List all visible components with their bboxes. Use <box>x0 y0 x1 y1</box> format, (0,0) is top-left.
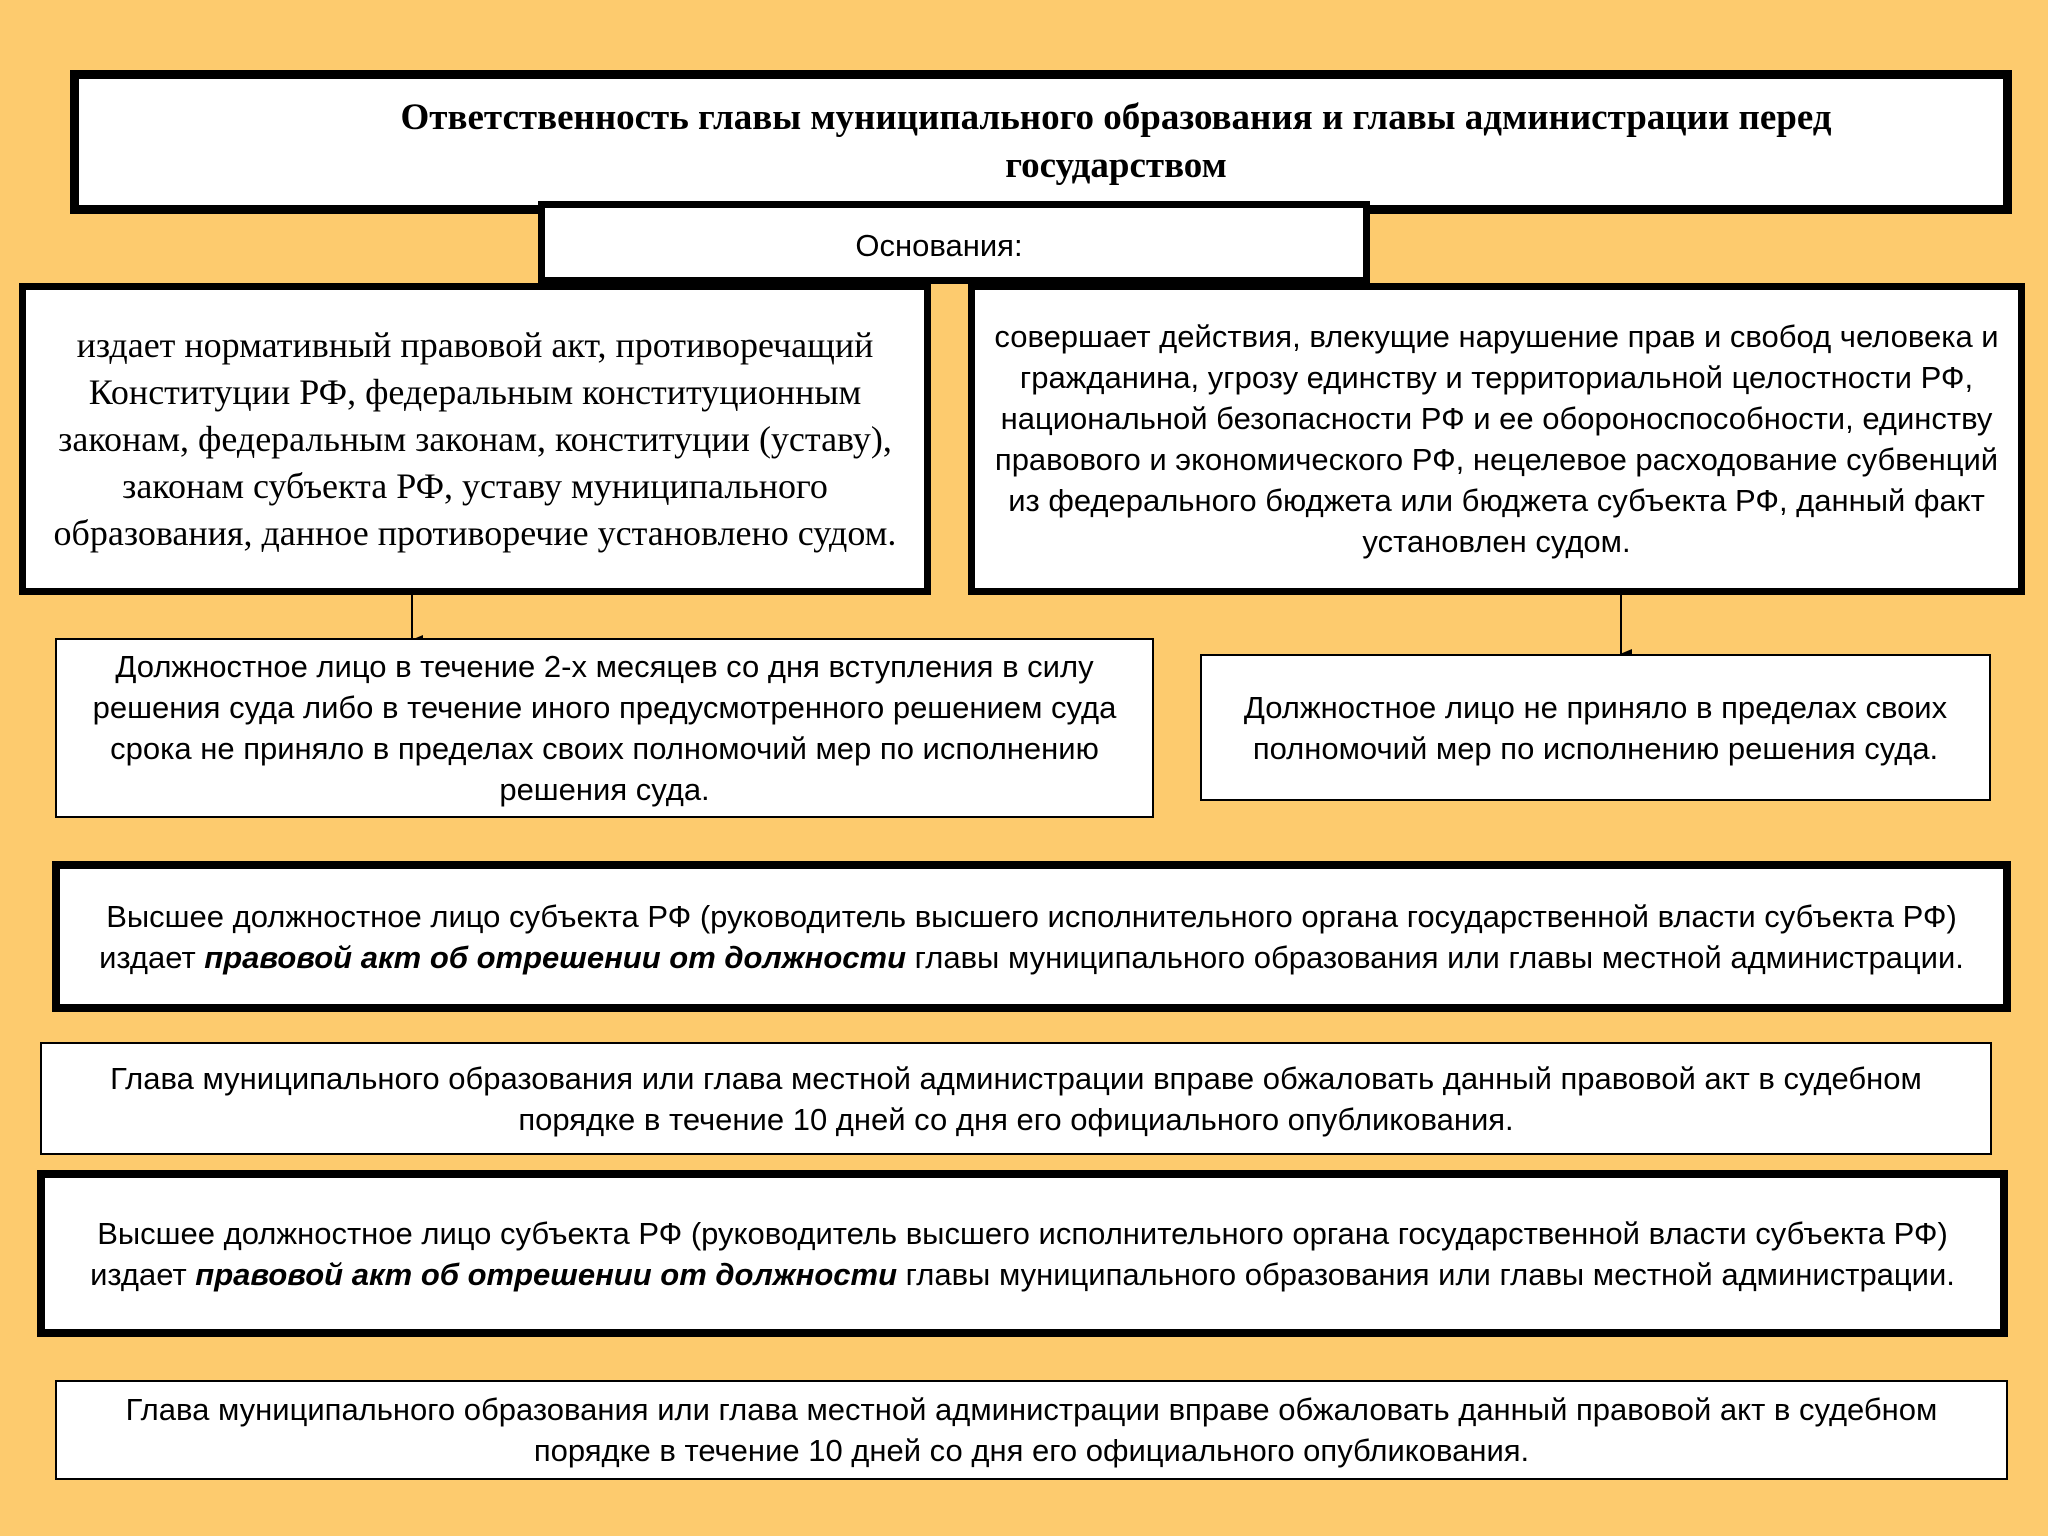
condition-box-right <box>1200 654 1991 801</box>
ground-box-right <box>968 283 2025 595</box>
grounds-label-box <box>538 201 1370 284</box>
ground-text-right: совершает действия, влекущие нарушение прав и свобод человека и гражданина, угрозу единству и территориальной целостности РФ, национальной безопасности РФ и ее обороноспособности, единству правового и экономического РФ, нецелевое расходование субвенций из федерального бюджета или бюджета субъекта РФ, данный факт установлен судом. <box>994 319 1999 559</box>
condition-box-left <box>55 638 1154 818</box>
condition-text-left: Должностное лицо в течение 2-х месяцев со дня вступления в силу решения суда либо в течение иного предусмотренного решением суда срока не приняло в пределах своих полномочий мер по исполнению решения суда. <box>92 649 1117 807</box>
removal-act-box-2 <box>37 1170 2008 1337</box>
removal-act-emphasis-1: правовой акт об отрешении от должности <box>204 939 907 975</box>
title-box <box>70 70 2012 214</box>
removal-act-box-1 <box>52 861 2011 1012</box>
ground-text-left: издает нормативный правовой акт, противоречащий Конституции РФ, федеральным конституционным законам, федеральным законам, конституции (уставу), законам субъекта РФ, уставу муниципального образования, данное противоречие установлено судом. <box>53 324 897 553</box>
grounds-label: Основания: <box>855 228 1023 263</box>
page-title: Ответственность главы муниципального образования и главы администрации перед государством <box>400 97 1832 186</box>
condition-text-right: Должностное лицо не приняло в пределах своих полномочий мер по исполнению решения суда. <box>1243 689 1948 766</box>
ground-box-left <box>19 283 931 595</box>
appeal-box-2 <box>55 1380 2008 1480</box>
appeal-text-1: Глава муниципального образования или глава местной администрации вправе обжаловать данный правовой акт в судебном порядке в течение 10 дней со дня его официального опубликования. <box>110 1060 1922 1137</box>
removal-act-text-2: Высшее должностное лицо субъекта РФ (руководитель высшего исполнительного органа государственной власти субъекта РФ) издает правовой акт об отрешении от должности главы муниципального образования или главы местной администрации. <box>90 1215 1955 1292</box>
removal-act-emphasis-2: правовой акт об отрешении от должности <box>195 1256 898 1292</box>
removal-act-text-1: Высшее должностное лицо субъекта РФ (руководитель высшего исполнительного органа государственной власти субъекта РФ) издает правовой акт об отрешении от должности главы муниципального образования или главы местной администрации. <box>99 898 1964 975</box>
appeal-box-1 <box>40 1042 1992 1155</box>
appeal-text-2: Глава муниципального образования или глава местной администрации вправе обжаловать данный правовой акт в судебном порядке в течение 10 дней со дня его официального опубликования. <box>125 1392 1938 1468</box>
